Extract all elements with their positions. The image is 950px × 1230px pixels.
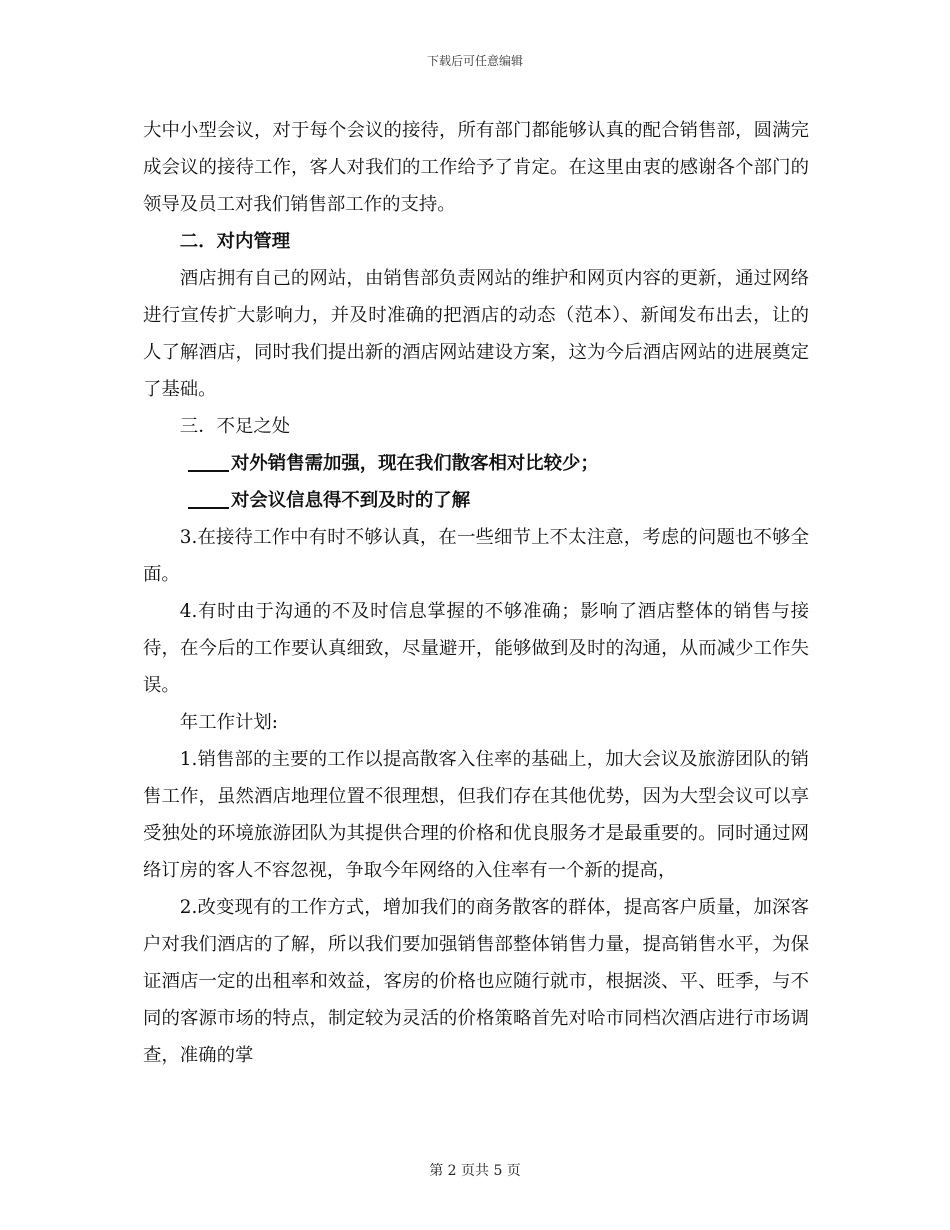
plan-item-2: 2.改变现有的工作方式，增加我们的商务散客的群体，提高客户质量，加深客户对我们酒店的了解，所以我们要加强销售部整体销售力量，提高销售水平，为保证酒店一定的出租率和效益，客房的价格也应随行就市，根据淡、平、旺季，与不同的客源市场的特点，制定较为灵活的价格策略首先对哈市同档次酒店进行市场调查，准确的掌 xyxy=(143,897,809,1066)
shortcoming-item-4: 4.有时由于沟通的不及时信息掌握的不够准确；影响了酒店整体的销售与接待，在今后的工作要认真细致，尽量避开，能够做到及时的沟通，从而减少工作失误。 xyxy=(143,601,809,696)
work-plan-heading: 年工作计划: xyxy=(179,712,278,733)
section-heading-shortcomings: 三．不足之处 xyxy=(179,416,291,437)
shortcoming-item-1-text: 对外销售需加强，现在我们散客相对比较少； xyxy=(231,453,599,474)
shortcoming-item-2-text: 对会议信息得不到及时的了解 xyxy=(231,490,471,511)
shortcoming-item-2 xyxy=(143,482,809,519)
shortcoming-item-3: 3.在接待工作中有时不够认真，在一些细节上不太注意，考虑的问题也不够全面。 xyxy=(143,527,809,585)
document-body xyxy=(143,112,809,1074)
blank-underline xyxy=(188,487,229,509)
plan-item-1: 1.销售部的主要的工作以提高散客入住率的基础上，加大会议及旅游团队的销售工作，虽然酒店地理位置不很理想，但我们存在其他优势，因为大型会议可以享受独处的环境旅游团队为其提供合理的价格和优良服务才是最重要的。同时通过网络订房的客人不容忽视，争取今年网络的入住率有一个新的提高， xyxy=(143,749,809,881)
page-footer: 第 2 页共 5 页 xyxy=(429,1163,521,1179)
paragraph-meeting-reception: 大中小型会议，对于每个会议的接待，所有部门都能够认真的配合销售部，圆满完成会议的接待工作，客人对我们的工作给予了肯定。在这里由衷的感谢各个部门的领导及员工对我们销售部工作的支持。 xyxy=(143,120,809,215)
section-heading-internal-management: 二．对内管理 xyxy=(179,231,291,252)
page-header: 下载后可任意编辑 xyxy=(426,54,523,68)
blank-underline xyxy=(188,450,229,472)
shortcoming-item-1 xyxy=(143,445,809,482)
paragraph-website: 酒店拥有自己的网站，由销售部负责网站的维护和网页内容的更新，通过网络进行宣传扩大影响力，并及时准确的把酒店的动态（范本）、新闻发布出去，让的人了解酒店，同时我们提出新的酒店网站建设方案，这为今后酒店网站的进展奠定了基础。 xyxy=(143,268,809,400)
